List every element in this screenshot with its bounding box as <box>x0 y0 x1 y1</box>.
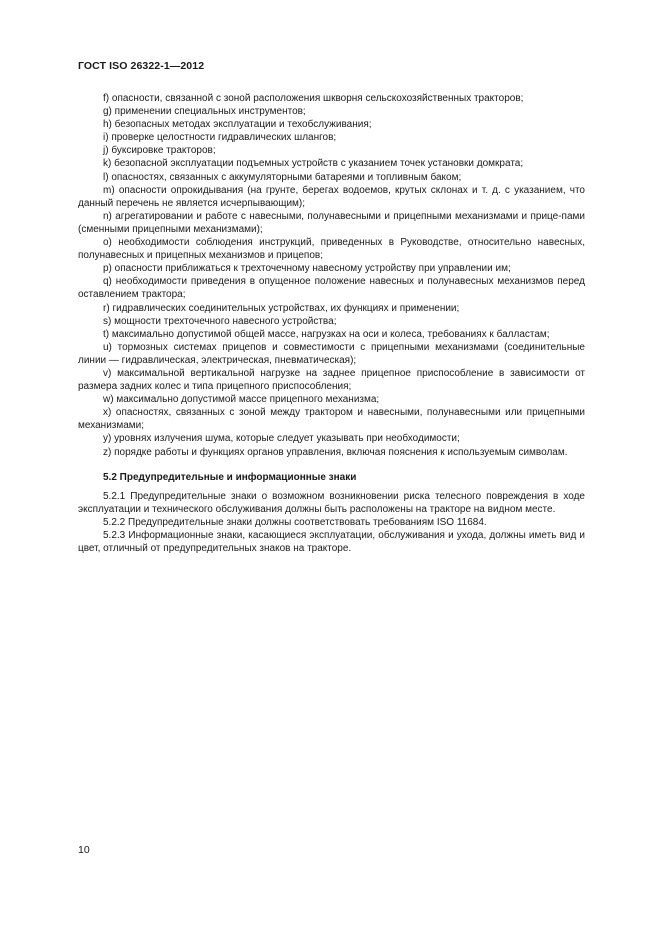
list-item: y) уровнях излучения шума, которые следует указывать при необходимости; <box>103 433 460 445</box>
list-item: h) безопасных методах эксплуатации и техобслуживания; <box>103 119 372 131</box>
list-item: q) необходимости приведения в опущенное положение навесных и полунавесных механизмов перед оставлением трактора; <box>78 276 585 301</box>
paragraph: 5.2.3 Информационные знаки, касающиеся эксплуатации, обслуживания и ухода, должны иметь вид и цвет, отличный от предупредительных знаков на тракторе. <box>78 530 585 555</box>
list-item: j) буксировке тракторов; <box>103 145 216 157</box>
list-item: n) агрегатировании и работе с навесными, полунавесными и прицепными механизмами и прице-пами (сменными прицепными механизмами); <box>78 210 585 235</box>
list-item: v) максимальной вертикальной нагрузке на заднее прицепное приспособление в зависимости от размера задних колес и типа прицепного приспособления; <box>78 367 585 393</box>
page-number: 10 <box>78 844 90 856</box>
list-item: i) проверке целостности гидравлических шлангов; <box>103 132 337 144</box>
list-item: r) гидравлических соединительных устройствах, их функциях и применении; <box>103 302 460 314</box>
list-item: f) опасности, связанной с зоной расположения шкворня сельскохозяйственных тракторов; <box>103 93 524 104</box>
list-item: o) необходимости соблюдения инструкций, приведенных в Руководстве, относительно навесных, полунавесных и прицепных механизмов и прицепов; <box>78 237 585 262</box>
list-item: k) безопасной эксплуатации подъемных устройств с указанием точек установки домкрата; <box>103 158 524 170</box>
list-item: s) мощности трехточечного навесного устройства; <box>103 315 337 327</box>
list-items <box>78 92 585 459</box>
list-item: l) опасностях, связанных с аккумуляторными батареями и топливным баком; <box>103 171 462 183</box>
list-item: x) опасностях, связанных с зоной между трактором и навесными, полунавесными или прицепными механизмами; <box>78 407 585 432</box>
section-paragraphs <box>78 490 585 555</box>
document-body <box>78 92 585 555</box>
paragraph: 5.2.1 Предупредительные знаки о возможном возникновении риска телесного повреждения в ходе эксплуатации и технического обслуживания должны быть расположены на тракторе на видном месте. <box>78 490 585 515</box>
list-item: m) опасности опрокидывания (на грунте, берегах водоемов, крутых склонах и т. д. с указанием, что данный перечень не является исчерпывающим); <box>78 184 585 209</box>
list-item: u) тормозных системах прицепов и совместимости с прицепными механизмами (соединительные линии — гидравлическая, электрическая, пневматическая); <box>78 341 585 366</box>
list-item: t) максимально допустимой общей массе, нагрузках на оси и колеса, требованиях к балластам; <box>103 328 550 340</box>
paragraph: 5.2.2 Предупредительные знаки должны соответствовать требованиям ISO 11684. <box>103 516 487 528</box>
section-heading: 5.2 Предупредительные и информационные знаки <box>103 471 357 483</box>
list-item: g) применении специальных инструментов; <box>103 106 306 118</box>
document-header: ГОСТ ISO 26322-1—2012 <box>78 60 205 72</box>
list-item: p) опасности приближаться к трехточечному навесному устройству при управлении им; <box>103 263 511 275</box>
list-item: z) порядке работы и функциях органов управления, включая пояснения к используемым символам. <box>103 446 568 458</box>
list-item: w) максимально допустимой массе прицепного механизма; <box>103 394 380 406</box>
